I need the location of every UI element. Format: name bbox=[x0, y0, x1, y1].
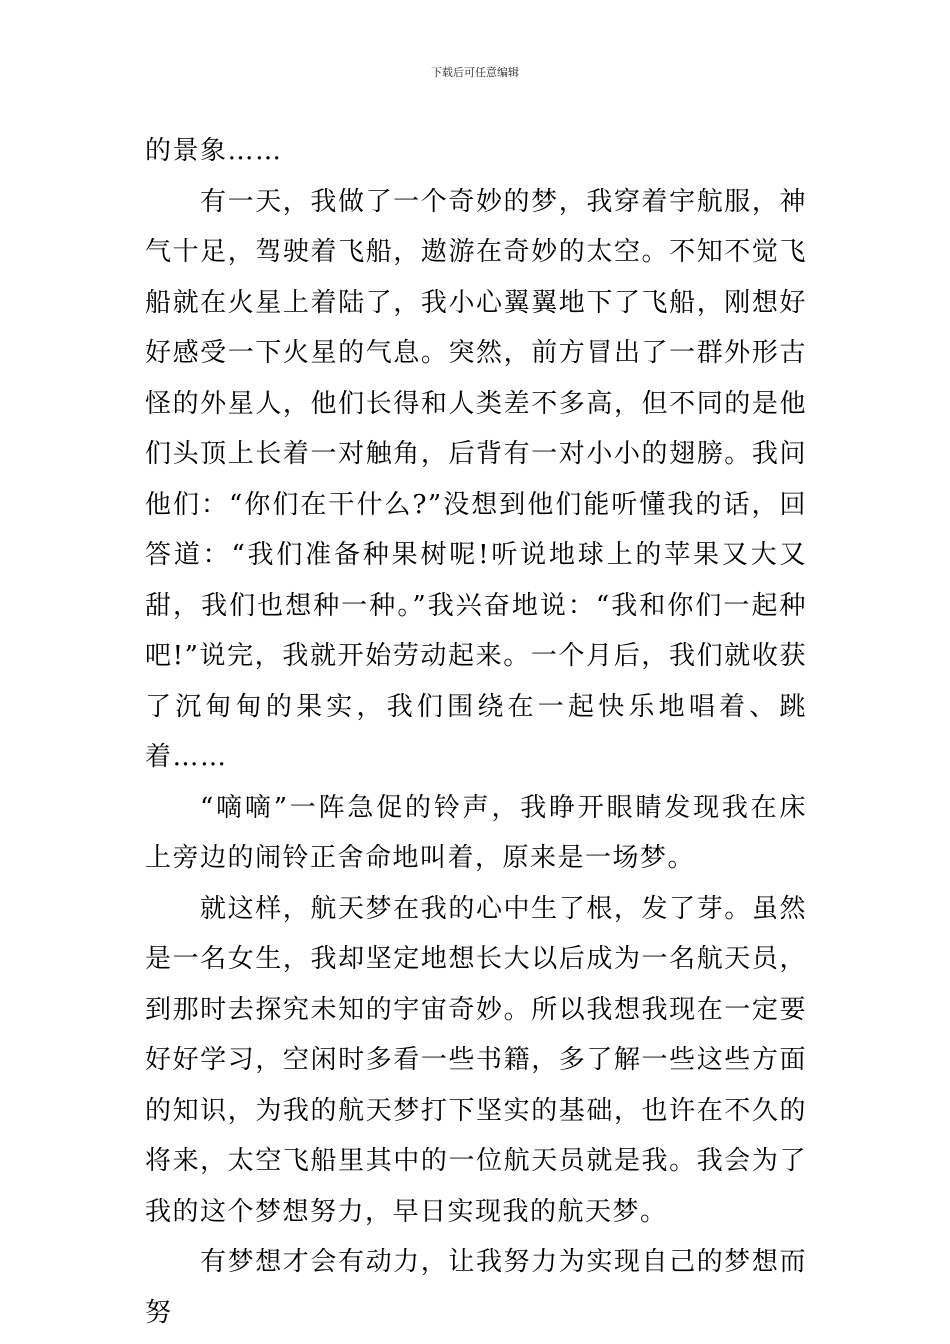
paragraph-alarm: “嘀嘀”一阵急促的铃声，我睁开眼睛发现我在床上旁边的闹铃正舍命地叫着，原来是一场梦。 bbox=[145, 792, 807, 873]
paragraph-closing: 有梦想才会有动力，让我努力为实现自己的梦想而努 bbox=[145, 1247, 807, 1328]
page-header: 下载后可任意编辑 bbox=[431, 66, 519, 79]
paragraph-dream: 有一天，我做了一个奇妙的梦，我穿着宇航服，神气十足，驾驶着飞船，遨游在奇妙的太空。不知不觉飞船就在火星上着陆了，我小心翼翼地下了飞船，刚想好好感受一下火星的气息。突然，前方冒出了一群外形古怪的外星人，他们长得和人类差不多高，但不同的是他们头顶上长着一对触角，后背有一对小小的翅膀。我问他们：“你们在干什么?”没想到他们能听懂我的话，回答道：“我们准备种果树呢!听说地球上的苹果又大又甜，我们也想种一种。”我兴奋地说：“我和你们一起种吧!”说完，我就开始劳动起来。一个月后，我们就收获了沉甸甸的果实，我们围绕在一起快乐地唱着、跳着…… bbox=[145, 186, 807, 772]
document-body bbox=[145, 126, 807, 1338]
paragraph-continuation: 的景象…… bbox=[145, 136, 283, 166]
paragraph-aspiration: 就这样，航天梦在我的心中生了根，发了芽。虽然是一名女生，我却坚定地想长大以后成为一名航天员，到那时去探究未知的宇宙奇妙。所以我想我现在一定要好好学习，空闲时多看一些书籍，多了解一些这些方面的知识，为我的航天梦打下坚实的基础，也许在不久的将来，太空飞船里其中的一位航天员就是我。我会为了我的这个梦想努力，早日实现我的航天梦。 bbox=[145, 893, 807, 1227]
